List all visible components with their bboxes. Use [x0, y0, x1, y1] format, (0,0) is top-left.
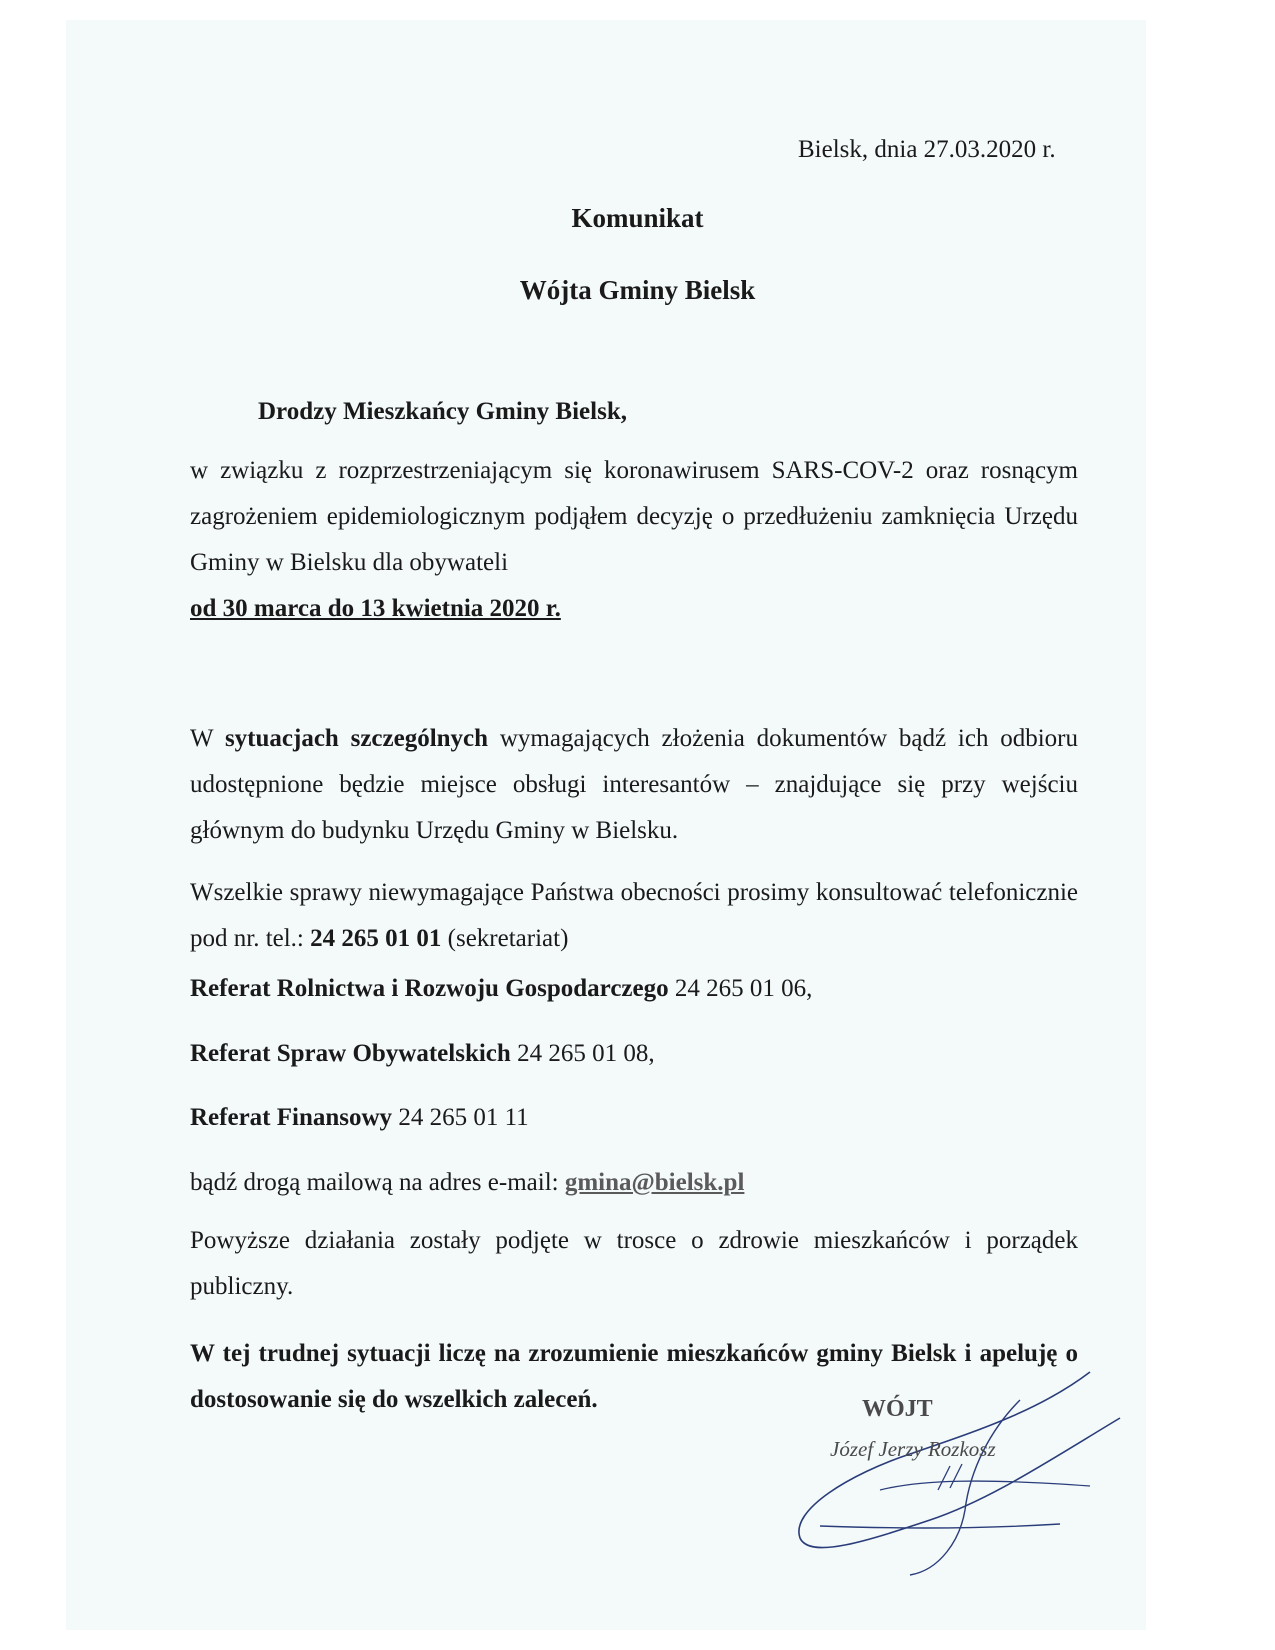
email-contact-line [190, 1169, 744, 1197]
signature-name: Józef Jerzy Rozkosz [830, 1437, 996, 1461]
department-name: Referat Rolnictwa i Rozwoju Gospodarczego [190, 975, 669, 1002]
department-phone: 24 265 01 11 [398, 1104, 529, 1131]
closure-period: od 30 marca do 13 kwietnia 2020 r. [190, 595, 561, 622]
email-contact-text: bądź drogą mailową na adres e-mail: [190, 1169, 559, 1196]
signature-title: WÓJT [862, 1396, 933, 1422]
greeting: Drodzy Mieszkańcy Gminy Bielsk, [258, 398, 627, 425]
special-cases-emphasis: sytuacjach szczególnych [224, 725, 489, 752]
special-cases-start: W [190, 725, 214, 752]
phone-contact-text: Wszelkie sprawy niewymagające Państwa obecności prosimy konsultować telefonicznie pod nr. tel.: [190, 879, 1078, 952]
secretariat-label: (sekretariat) [447, 925, 569, 952]
department-name: Referat Spraw Obywatelskich [190, 1040, 511, 1067]
special-cases-rest: wymagających złożenia dokumentów bądź ich odbioru udostępnione będzie miejsce obsługi interesantów – znajdujące się przy wejściu głównym do budynku Urzędu Gminy w Bielsku. [190, 725, 1078, 844]
secretariat-phone: 24 265 01 01 [310, 925, 442, 952]
department-line [190, 1104, 529, 1132]
paragraph-special-cases [190, 716, 1078, 854]
paragraph-purpose: Powyższe działania zostały podjęte w trosce o zdrowie mieszkańców i porządek publiczny. [190, 1227, 1078, 1300]
department-name: Referat Finansowy [190, 1104, 393, 1131]
department-line [190, 975, 812, 1003]
document-subtitle: Wójta Gminy Bielsk [519, 275, 756, 305]
document-date: Bielsk, dnia 27.03.2020 r. [798, 136, 1056, 163]
department-line [190, 1040, 655, 1068]
closure-notice-text: w związku z rozprzestrzeniającym się koronawirusem SARS-COV-2 oraz rosnącym zagrożeniem epidemiologicznym podjąłem decyzję o przedłużeniu zamknięcia Urzędu Gminy w Bielsku dla obywateli [190, 457, 1078, 576]
signature-scribble [790, 1370, 1150, 1580]
department-phone: 24 265 01 06, [674, 975, 813, 1002]
paragraph-phone-contact [190, 870, 1078, 962]
closing-appeal: W tej trudnej sytuacji liczę na zrozumienie mieszkańców gminy Bielsk i apeluję o dostosowanie się do wszelkich zaleceń. [190, 1340, 1078, 1413]
department-phone: 24 265 01 08, [517, 1040, 655, 1067]
document-title: Komunikat [571, 203, 704, 233]
paragraph-closure-notice [190, 448, 1078, 632]
email-link[interactable]: gmina@bielsk.pl [564, 1169, 745, 1196]
